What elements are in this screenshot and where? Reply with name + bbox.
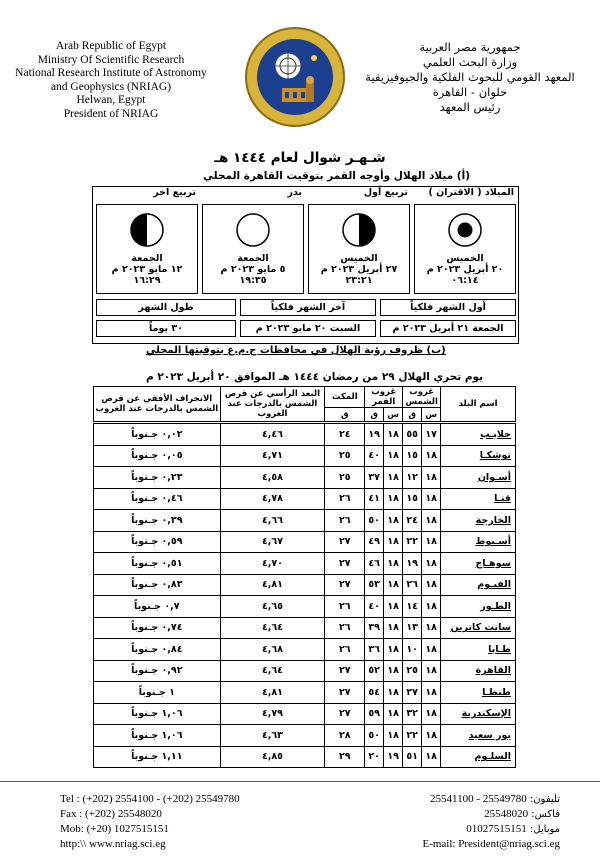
footer-ar-tel-value: 25549780 - 25541100 bbox=[429, 793, 527, 805]
city-name: أسـيوط bbox=[441, 531, 516, 553]
header-ar-line: وزارة البحث العلمي bbox=[422, 55, 518, 69]
sunset-hour: ١٨ bbox=[422, 445, 441, 467]
sunset-min: ٢٥ bbox=[403, 660, 422, 682]
moonset-min: ٤٦ bbox=[365, 553, 384, 575]
observation-date: يوم تحري الهلال ٢٩ من رمضان ١٤٤٤ هـ الموافق ٢٠ أبريل ٢٠٢٣ م bbox=[146, 371, 484, 383]
table-row bbox=[94, 639, 516, 661]
moon-altitude: ٤,٨٥ bbox=[220, 746, 325, 768]
month-length-value: ٣٠ يوماً bbox=[96, 320, 236, 337]
sunset-min: ٢٢ bbox=[403, 531, 422, 553]
footer-tel: Tel : (+202) 2554100 - (+202) 25549780 bbox=[60, 793, 240, 805]
last-day-value: السبت ٢٠ مايو ٢٠٢٣ م bbox=[240, 320, 376, 337]
table-row bbox=[94, 660, 516, 682]
sunset-min: ١٥ bbox=[403, 445, 422, 467]
footer-fax: Fax : (+202) 25548020 bbox=[60, 808, 162, 820]
table-row bbox=[94, 703, 516, 725]
moon-azimuth: ٠,٩٢ جـنوباً bbox=[94, 660, 221, 682]
sunset-min: ٢٢ bbox=[403, 725, 422, 747]
col-lag: المكث bbox=[325, 387, 365, 408]
moonset-hour: ١٨ bbox=[384, 639, 403, 661]
footer-website-link[interactable]: http:\\ www.nriag.sci.eg bbox=[60, 838, 166, 850]
sunset-hour: ١٨ bbox=[422, 703, 441, 725]
first-quarter-icon bbox=[340, 211, 378, 249]
phase-date: ٢٧ أبريل ٢٠٢٣ م bbox=[320, 264, 398, 275]
moon-lag: ٢٧ bbox=[325, 703, 365, 725]
col-moonset-hour: س bbox=[384, 408, 403, 423]
header-en-line: Helwan, Egypt bbox=[76, 94, 146, 106]
moonset-min: ٣٩ bbox=[365, 617, 384, 639]
city-name: توشكـا bbox=[441, 445, 516, 467]
phase-date: ٢٠ أبريل ٢٠٢٣ م bbox=[426, 264, 504, 275]
footer-ar-mob-value: 01027515151 bbox=[466, 823, 527, 835]
sunset-min: ٢٤ bbox=[403, 510, 422, 532]
col-city: اسم البلد bbox=[441, 387, 516, 423]
moonset-min: ٥٠ bbox=[365, 725, 384, 747]
moonset-hour: ١٨ bbox=[384, 725, 403, 747]
footer-english bbox=[60, 792, 240, 852]
moon-altitude: ٤,٦٧ bbox=[220, 531, 325, 553]
sunset-hour: ١٨ bbox=[422, 682, 441, 704]
moonset-min: ٤٩ bbox=[365, 531, 384, 553]
moon-altitude: ٤,٨١ bbox=[220, 682, 325, 704]
moonset-hour: ١٨ bbox=[384, 467, 403, 489]
moon-azimuth: ٠,٧٤ جـنوباً bbox=[94, 617, 221, 639]
table-row bbox=[94, 725, 516, 747]
sunset-min: ١٥ bbox=[403, 488, 422, 510]
sunset-min: ٥١ bbox=[403, 746, 422, 768]
sunset-hour: ١٨ bbox=[422, 574, 441, 596]
moon-azimuth: ١,٠٦ جـنوباً bbox=[94, 725, 221, 747]
sunset-hour: ١٨ bbox=[422, 596, 441, 618]
city-name: طـابا bbox=[441, 639, 516, 661]
footer-ar-fax-label: فاكس: bbox=[531, 809, 560, 820]
moon-altitude: ٤,٦٣ bbox=[220, 725, 325, 747]
moonset-hour: ١٨ bbox=[384, 682, 403, 704]
city-name: الخارجة bbox=[441, 510, 516, 532]
new-moon-icon bbox=[446, 211, 484, 249]
footer-arabic bbox=[422, 792, 560, 852]
phase-day: الجمعة bbox=[131, 253, 163, 264]
moon-azimuth: ٠,٤٦ جـنوباً bbox=[94, 488, 221, 510]
table-row bbox=[94, 467, 516, 489]
first-day-label: أول الشهر فلكياً bbox=[380, 299, 516, 316]
col-azimuth: الانحراف الأفقي عن قرص الشمس بالدرجات عند الغروب bbox=[94, 387, 221, 423]
city-name: الإسكندرية bbox=[441, 703, 516, 725]
footer-ar-tel-label: تليفون: bbox=[529, 794, 560, 805]
last-day-label: آخر الشهر فلكياً bbox=[240, 299, 376, 316]
sunset-hour: ١٨ bbox=[422, 553, 441, 575]
col-lag-min: ق bbox=[325, 408, 365, 423]
moon-lag: ٢٦ bbox=[325, 488, 365, 510]
moon-azimuth: ٠,٣٩ جـنوباً bbox=[94, 510, 221, 532]
moon-azimuth: ٠,٥١ جـنوباً bbox=[94, 553, 221, 575]
header-ar-line: رئيس المعهد bbox=[439, 100, 501, 114]
moonset-min: ٤٠ bbox=[365, 445, 384, 467]
moonset-min: ٤٠ bbox=[365, 596, 384, 618]
table-row bbox=[94, 746, 516, 768]
moonset-hour: ١٨ bbox=[384, 553, 403, 575]
table-row bbox=[94, 682, 516, 704]
phase-label: بدر bbox=[287, 187, 302, 198]
moon-lag: ٢٦ bbox=[325, 510, 365, 532]
sunset-hour: ١٨ bbox=[422, 725, 441, 747]
moon-lag: ٢٦ bbox=[325, 596, 365, 618]
sunset-hour: ١٨ bbox=[422, 746, 441, 768]
sunset-min: ١٤ bbox=[403, 596, 422, 618]
moonset-hour: ١٨ bbox=[384, 617, 403, 639]
moon-azimuth: ٠,٨٣ جـنوباً bbox=[94, 574, 221, 596]
moon-azimuth: ١,٠٦ جـنوباً bbox=[94, 703, 221, 725]
moon-azimuth: ٠,٢٣ جـنوباً bbox=[94, 467, 221, 489]
sunset-min: ٥٥ bbox=[403, 423, 422, 446]
header-english bbox=[6, 40, 216, 121]
table-row bbox=[94, 617, 516, 639]
moonset-min: ٣٦ bbox=[365, 639, 384, 661]
sunset-hour: ١٨ bbox=[422, 617, 441, 639]
col-moonset-min: ق bbox=[365, 408, 384, 423]
full-moon-icon bbox=[234, 211, 272, 249]
sunset-min: ٣٢ bbox=[403, 703, 422, 725]
sunset-hour: ١٨ bbox=[422, 467, 441, 489]
sunset-min: ١٠ bbox=[403, 639, 422, 661]
moonset-min: ١٩ bbox=[365, 423, 384, 446]
phase-day: الخميس bbox=[340, 253, 378, 264]
phase-day: الخميس bbox=[446, 253, 484, 264]
header-en-line: Arab Republic of Egypt bbox=[55, 40, 167, 52]
moon-lag: ٢٧ bbox=[325, 574, 365, 596]
moon-altitude: ٤,٦٤ bbox=[220, 660, 325, 682]
table-row bbox=[94, 423, 516, 446]
sunset-min: ١٣ bbox=[403, 617, 422, 639]
page-title: شـهـر شوال لعام ١٤٤٤ هـ bbox=[214, 150, 386, 166]
moon-altitude: ٤,٥٨ bbox=[220, 467, 325, 489]
city-name: طنطـا bbox=[441, 682, 516, 704]
table-row bbox=[94, 510, 516, 532]
moonset-min: ٤١ bbox=[365, 488, 384, 510]
city-name: الفيـوم bbox=[441, 574, 516, 596]
phase-time: ١٩:٣٥ bbox=[239, 275, 267, 286]
phase-day: الجمعة bbox=[237, 253, 269, 264]
header-ar-line: جمهورية مصر العربية bbox=[419, 40, 521, 54]
moon-lag: ٢٤ bbox=[325, 423, 365, 446]
moon-altitude: ٤,٦٦ bbox=[220, 510, 325, 532]
moon-lag: ٢٩ bbox=[325, 746, 365, 768]
phase-label: تربيع أول bbox=[363, 187, 408, 198]
phase-label: الميلاد ( الاقتران ) bbox=[428, 187, 514, 198]
moon-azimuth: ٠,٨٤ جـنوباً bbox=[94, 639, 221, 661]
nriag-logo bbox=[244, 26, 346, 128]
moon-azimuth: ٠,٥٩ جـنوباً bbox=[94, 531, 221, 553]
moon-azimuth: ١ جـنوباً bbox=[94, 682, 221, 704]
footer-mob: Mob: (+20) 1027515151 bbox=[60, 823, 169, 835]
moon-lag: ٢٧ bbox=[325, 553, 365, 575]
phase-time: ٠٦:١٤ bbox=[451, 275, 479, 286]
moonset-hour: ١٨ bbox=[384, 488, 403, 510]
moon-altitude: ٤,٦٥ bbox=[220, 596, 325, 618]
moon-azimuth: ٠,٧ جـنوباً bbox=[94, 596, 221, 618]
city-name: سانت كاترين bbox=[441, 617, 516, 639]
phase-cell-new-moon bbox=[414, 204, 516, 294]
moon-altitude: ٤,٧٩ bbox=[220, 703, 325, 725]
moon-lag: ٢٧ bbox=[325, 660, 365, 682]
phase-date: ٥ مايو ٢٠٢٣ م bbox=[220, 264, 286, 275]
moon-altitude: ٤,٦٤ bbox=[220, 617, 325, 639]
city-name: بور سعيد bbox=[441, 725, 516, 747]
visibility-table bbox=[93, 386, 516, 768]
col-altitude: البعد الرأسي عن قرص الشمس بالدرجات عند الغروب bbox=[220, 387, 325, 423]
moon-lag: ٢٦ bbox=[325, 617, 365, 639]
table-row bbox=[94, 574, 516, 596]
city-name: سوهـاج bbox=[441, 553, 516, 575]
moonset-hour: ١٨ bbox=[384, 574, 403, 596]
section-b-title: (ب) ظروف رؤية الهلال في محافظات ج.م.ع بتوقيتها المحلي bbox=[146, 345, 446, 356]
sunset-min: ٢٦ bbox=[403, 574, 422, 596]
last-quarter-icon bbox=[128, 211, 166, 249]
phase-cell-last-quarter bbox=[96, 204, 198, 294]
phase-cell-full-moon bbox=[202, 204, 304, 294]
header-en-line: National Research Institute of Astronomy bbox=[15, 67, 207, 79]
city-name: أسـوان bbox=[441, 467, 516, 489]
phase-time: ٢٣:٢١ bbox=[345, 275, 373, 286]
moon-azimuth: ٠,٠٢ جـنوباً bbox=[94, 423, 221, 446]
moon-altitude: ٤,٧٠ bbox=[220, 553, 325, 575]
footer bbox=[0, 781, 600, 862]
sunset-min: ٢٧ bbox=[403, 682, 422, 704]
header-en-line: Ministry Of Scientific Research bbox=[37, 53, 185, 66]
moon-lag: ٢٥ bbox=[325, 467, 365, 489]
moon-lag: ٢٧ bbox=[325, 682, 365, 704]
moon-lag: ٢٦ bbox=[325, 639, 365, 661]
section-a-title: (أ) ميلاد الهلال وأوجه القمر بتوقيت القاهرة المحلي bbox=[203, 170, 470, 182]
phase-label: تربيع آخر bbox=[153, 187, 196, 198]
sunset-hour: ١٨ bbox=[422, 488, 441, 510]
footer-email-link[interactable]: E-mail: President@nriag.sci.eg bbox=[422, 838, 560, 850]
moonset-hour: ١٨ bbox=[384, 531, 403, 553]
table-row bbox=[94, 531, 516, 553]
moonset-hour: ١٨ bbox=[384, 445, 403, 467]
moon-azimuth: ١,١١ جـنوباً bbox=[94, 746, 221, 768]
city-name: القاهرة bbox=[441, 660, 516, 682]
moonset-hour: ١٨ bbox=[384, 423, 403, 446]
moon-altitude: ٤,٧٨ bbox=[220, 488, 325, 510]
sunset-min: ١٩ bbox=[403, 553, 422, 575]
header-ar-line: المعهد القومي للبحوث الفلكية والجيوفيزيقية bbox=[365, 70, 575, 84]
city-name: السلـوم bbox=[441, 746, 516, 768]
moon-altitude: ٤,٧١ bbox=[220, 445, 325, 467]
moonset-hour: ١٩ bbox=[384, 746, 403, 768]
sunset-hour: ١٧ bbox=[422, 423, 441, 446]
sunset-hour: ١٨ bbox=[422, 510, 441, 532]
col-sunset-hour: س bbox=[422, 408, 441, 423]
moonset-min: ٥٢ bbox=[365, 660, 384, 682]
moon-phases-panel bbox=[92, 186, 519, 344]
moon-azimuth: ٠,٠٥ جـنوباً bbox=[94, 445, 221, 467]
moon-lag: ٢٨ bbox=[325, 725, 365, 747]
moonset-hour: ١٨ bbox=[384, 510, 403, 532]
moon-altitude: ٤,٤٦ bbox=[220, 423, 325, 446]
moon-altitude: ٤,٨١ bbox=[220, 574, 325, 596]
sunset-hour: ١٨ bbox=[422, 639, 441, 661]
moonset-min: ٣٧ bbox=[365, 467, 384, 489]
moon-lag: ٢٧ bbox=[325, 531, 365, 553]
moonset-min: ٥٩ bbox=[365, 703, 384, 725]
footer-ar-mob-label: موبايل: bbox=[529, 824, 560, 835]
moonset-min: ٢٠ bbox=[365, 746, 384, 768]
moon-altitude: ٤,٦٨ bbox=[220, 639, 325, 661]
moonset-min: ٥٤ bbox=[365, 682, 384, 704]
col-moonset: غروب القمر bbox=[365, 387, 403, 408]
month-length-label: طول الشهر bbox=[96, 299, 236, 316]
moonset-hour: ١٨ bbox=[384, 596, 403, 618]
sunset-hour: ١٨ bbox=[422, 660, 441, 682]
sunset-min: ١٢ bbox=[403, 467, 422, 489]
moonset-min: ٥٣ bbox=[365, 574, 384, 596]
header-arabic bbox=[360, 40, 580, 115]
city-name: الطـور bbox=[441, 596, 516, 618]
header-en-line: and Geophysics (NRIAG) bbox=[50, 80, 172, 93]
sunset-hour: ١٨ bbox=[422, 531, 441, 553]
moonset-min: ٥٠ bbox=[365, 510, 384, 532]
col-sunset: غروب الشمس bbox=[403, 387, 441, 408]
header-ar-line: حلوان - القاهرة bbox=[432, 85, 508, 99]
moonset-hour: ١٨ bbox=[384, 703, 403, 725]
table-row bbox=[94, 553, 516, 575]
header-en-line: President of NRIAG bbox=[63, 107, 159, 120]
phase-time: ١٦:٢٩ bbox=[133, 275, 161, 286]
table-row bbox=[94, 596, 516, 618]
col-sunset-min: ق bbox=[403, 408, 422, 423]
phase-date: ١٢ مايو ٢٠٢٣ م bbox=[111, 264, 183, 275]
footer-ar-fax-value: 25548020 bbox=[484, 808, 529, 820]
first-day-value: الجمعة ٢١ أبريل ٢٠٢٣ م bbox=[380, 320, 516, 337]
phase-cell-first-quarter bbox=[308, 204, 410, 294]
city-name: حلايـب bbox=[441, 423, 516, 446]
moonset-hour: ١٨ bbox=[384, 660, 403, 682]
city-name: قنـا bbox=[441, 488, 516, 510]
table-row bbox=[94, 445, 516, 467]
moon-lag: ٢٥ bbox=[325, 445, 365, 467]
table-row bbox=[94, 488, 516, 510]
